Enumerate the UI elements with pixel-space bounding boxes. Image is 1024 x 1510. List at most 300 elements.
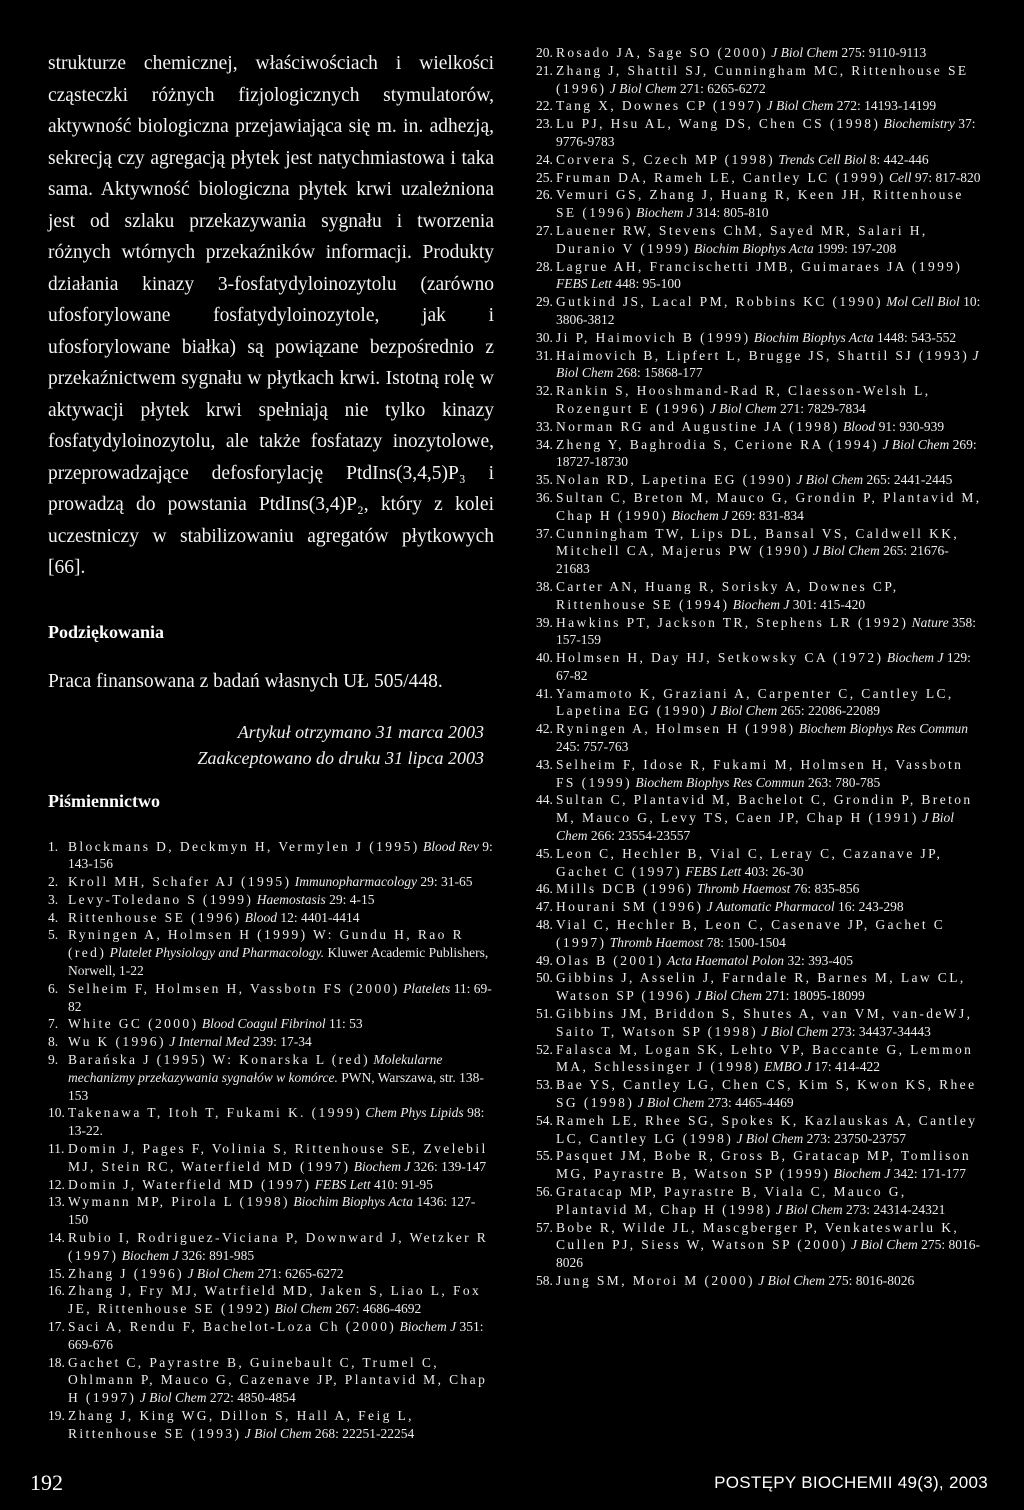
reference-authors: Rubio I, Rodriguez-Viciana P, Downward J, Wetzker R (1997): [68, 1230, 489, 1263]
reference-number: 14.: [48, 1230, 65, 1246]
reference-authors: Gibbins JM, Briddon S, Shutes A, van VM, van-deWJ, Saito T, Watson SP (1998): [556, 1006, 973, 1039]
reference-volume-pages: 275: 9110-9113: [841, 45, 927, 60]
reference-item: [536, 898, 982, 916]
reference-volume-pages: 1999: 197-208: [817, 240, 897, 256]
reference-number: 49.: [536, 952, 553, 968]
reference-journal: Biochim Biophys Acta: [293, 1194, 414, 1210]
reference-number: 47.: [536, 899, 553, 915]
reference-volume-pages: 9: 143-156: [68, 838, 493, 872]
reference-item: [536, 44, 982, 62]
reference-number: 18.: [48, 1354, 65, 1370]
reference-number: 43.: [536, 756, 553, 772]
reference-volume-pages: 272: 4850-4854: [209, 1390, 296, 1406]
reference-item: [48, 1265, 494, 1283]
reference-authors: Wu K (1996): [68, 1034, 166, 1050]
reference-journal: Biochim Biophys Acta: [694, 240, 814, 256]
reference-number: 24.: [536, 151, 553, 167]
reference-item: [48, 873, 494, 891]
reference-journal: Blood Coagul Fibrinol: [201, 1016, 326, 1032]
accepted-date: Zaakceptowano do druku 31 lipca 2003: [197, 747, 484, 768]
reference-item: [48, 1176, 494, 1194]
reference-volume-pages: 271: 6265-6272: [257, 1265, 344, 1281]
reference-journal: Biol Chem: [274, 1301, 332, 1317]
reference-item: [536, 62, 982, 98]
reference-authors: Zhang J, King WG, Dillon S, Hall A, Feig L, Rittenhouse SE (1993): [68, 1408, 414, 1441]
reference-authors: Sultan C, Breton M, Mauco G, Grondin P, Plantavid M, Chap H (1990): [556, 489, 982, 523]
reference-item: [536, 258, 982, 294]
reference-number: 46.: [536, 881, 553, 897]
reference-number: 10.: [48, 1105, 65, 1121]
reference-number: 8.: [48, 1034, 59, 1050]
reference-authors: Lagrue AH, Francischetti JMB, Guimaraes JA (1999): [556, 258, 963, 274]
reference-number: 52.: [536, 1041, 553, 1057]
reference-item: [536, 614, 982, 650]
reference-number: 9.: [48, 1052, 59, 1068]
reference-authors: White GC (2000): [68, 1016, 199, 1032]
reference-journal: Biochem J: [886, 650, 944, 666]
reference-authors: Mills DCB (1996): [556, 881, 694, 897]
page-number: 192: [30, 1470, 63, 1495]
reference-authors: Leon C, Hechler B, Vial C, Leray C, Cazanave JP, Gachet C (1997): [556, 845, 943, 879]
reference-journal: J Biol Chem: [882, 436, 950, 452]
reference-authors: Gratacap MP, Payrastre B, Viala C, Mauco G, Plantavid M, Chap H (1998): [556, 1184, 907, 1217]
reference-authors: Ryningen A, Holmsen H (1999) W: Gundu H, Rao R (red): [68, 927, 464, 961]
reference-authors: Cunningham TW, Lips DL, Bansal VS, Caldwell KK, Mitchell CA, Majerus PW (1990): [556, 525, 960, 559]
reference-number: 33.: [536, 418, 553, 434]
left-column: [48, 48, 494, 1443]
references-heading: Piśmiennictwo: [48, 790, 160, 811]
reference-number: 37.: [536, 525, 553, 541]
reference-volume-pages: 269: 18727-18730: [556, 436, 977, 470]
reference-authors: Yamamoto K, Graziani A, Carpenter C, Cantley LC, Lapetina EG (1990): [556, 685, 954, 719]
reference-journal: Biochem J: [353, 1158, 411, 1174]
reference-item: [536, 1076, 982, 1112]
reference-authors: Nolan RD, Lapetina EG (1990): [556, 472, 794, 488]
received-date: Artykuł otrzymano 31 marca 2003: [237, 721, 484, 742]
reference-authors: Levy-Toledano S (1999): [68, 891, 254, 907]
reference-journal: J Biol Chem: [187, 1265, 255, 1281]
reference-journal: Blood: [244, 909, 278, 925]
reference-volume-pages: 91: 930-939: [878, 418, 945, 434]
reference-volume-pages: 16: 243-298: [838, 899, 904, 915]
reference-item: [536, 756, 982, 792]
reference-volume-pages: 271: 7829-7834: [779, 400, 866, 416]
reference-item: [48, 1229, 494, 1265]
reference-journal: J Biol Chem: [609, 80, 677, 96]
reference-volume-pages: 326: 891-985: [181, 1247, 255, 1263]
reference-number: 41.: [536, 685, 553, 701]
reference-authors: Gachet C, Payrastre B, Guinebault C, Trumel C, Ohlmann P, Mauco G, Cazenave JP, Plantavid M, Chap H (1997): [68, 1354, 488, 1406]
reference-journal: FEBS Lett: [685, 863, 742, 879]
reference-number: 42.: [536, 721, 553, 737]
reference-number: 26.: [536, 187, 553, 203]
reference-item: [48, 980, 494, 1016]
reference-number: 12.: [48, 1176, 65, 1192]
reference-journal: Trends Cell Biol: [778, 151, 867, 167]
reference-authors: Zheng Y, Baghrodia S, Cerione RA (1994): [556, 436, 880, 452]
reference-number: 3.: [48, 891, 59, 907]
reference-authors: Domin J, Waterfield MD (1997): [68, 1176, 312, 1192]
reference-journal: FEBS Lett: [556, 276, 612, 292]
reference-journal: J Biol Chem: [736, 1130, 804, 1146]
reference-journal: J Biol Chem: [796, 472, 864, 488]
reference-journal: J Automatic Pharmacol: [706, 899, 835, 915]
reference-volume-pages: 273: 24314-24321: [846, 1201, 946, 1217]
reference-volume-pages: 272: 14193-14199: [836, 98, 937, 114]
reference-journal: Immunopharmacology: [294, 874, 418, 890]
reference-authors: Rosado JA, Sage SO (2000): [556, 45, 768, 60]
reference-volume-pages: 351: 669-676: [68, 1319, 484, 1352]
reference-journal: Biochem Biophys Res Commun: [798, 721, 968, 737]
reference-number: 57.: [536, 1219, 553, 1235]
reference-journal: Biochim Biophys Acta: [753, 329, 874, 345]
reference-number: 34.: [536, 436, 553, 452]
reference-number: 48.: [536, 917, 553, 933]
reference-item: [536, 97, 982, 115]
reference-authors: Olas B (2001): [556, 952, 664, 968]
reference-volume-pages: 263: 780-785: [807, 774, 881, 790]
reference-journal: Biochem J: [121, 1247, 179, 1263]
reference-journal: Biochemistry: [883, 116, 955, 132]
reference-authors: Selheim F, Idose R, Fukami M, Holmsen H, Vassbotn FS (1999): [556, 756, 964, 790]
reference-journal: FEBS Lett: [314, 1176, 371, 1192]
reference-journal: J Biol Chem: [812, 543, 880, 559]
reference-volume-pages: 403: 26-30: [744, 863, 804, 879]
reference-journal: Acta Haematol Polon: [667, 952, 785, 968]
reference-item: [536, 578, 982, 614]
reference-number: 31.: [536, 347, 553, 363]
reference-volume-pages: 245: 757-763: [556, 739, 629, 755]
reference-authors: Domin J, Pages F, Volinia S, Rittenhouse SE, Zvelebil MJ, Stein RC, Waterfield MD (1997): [68, 1141, 488, 1174]
reference-journal: Biochem J: [636, 205, 693, 221]
reference-journal: J Biol Chem: [695, 988, 762, 1004]
reference-volume-pages: 268: 15868-177: [616, 365, 703, 381]
reference-authors: Jung SM, Moroi M (2000): [556, 1272, 755, 1288]
reference-number: 56.: [536, 1184, 553, 1199]
reference-authors: Norman RG and Augustine JA (1998): [556, 418, 840, 434]
reference-volume-pages: 98: 13-22.: [68, 1105, 485, 1139]
reference-number: 11.: [48, 1141, 65, 1157]
reference-journal: Thromb Haemost: [696, 881, 791, 897]
reference-item: [48, 1140, 494, 1176]
reference-volume-pages: 269: 831-834: [731, 507, 804, 523]
reference-item: [536, 1147, 982, 1183]
reference-volume-pages: 29: 31-65: [420, 874, 473, 890]
received-dates: [48, 719, 484, 771]
reference-authors: Hawkins PT, Jackson TR, Stephens LR (1992): [556, 614, 909, 630]
body-paragraph: strukturze chemicznej, właściwościach i wielkości cząsteczki różnych fizjologicznych stymulatorów, aktywność biologiczna przejawiająca się m. in. adhezją, sekrecją czy agregacją płytek jest natychmiastowa i taka sama. Aktywność biologiczna płytek krwi uzależniona jest od szlaku przekazywania sygnału i tworzenia różnych wtórnych przekaźników informacji. Produkty działania kinazy 3-fosfatydyloinozytolu (zarówno ufosforylowane fosfatydyloinozytole, jak i ufosforylowane białka) są powiązane bezpośrednio z przekaźnictwem sygnału w płytkach krwi. Istotną rolę w aktywacji płytek krwi spełniają nie tylko kinazy fosfatydyloinozytolu, ale także fosfatazy inozytolowe, przeprowadzające defosforylację PtdIns(3,4,5)P₃ i prowadzą do powstania PtdIns(3,4)P₂, który z kolei uczestniczy w stabilizowaniu agregatów płytkowych [66].: [48, 53, 494, 578]
reference-number: 32.: [536, 383, 553, 399]
reference-number: 35.: [536, 472, 553, 488]
reference-number: 30.: [536, 329, 553, 345]
references-list-left: [48, 838, 494, 1443]
reference-item: [48, 1318, 494, 1354]
reference-authors: Vemuri GS, Zhang J, Huang R, Keen JH, Rittenhouse SE (1996): [556, 187, 964, 221]
reference-authors: Zhang J, Shattil SJ, Cunningham MC, Rittenhouse SE (1996): [556, 62, 969, 96]
reference-journal: J Biol Chem: [850, 1237, 918, 1253]
reference-authors: Blockmans D, Deckmyn H, Vermylen J (1995): [68, 838, 420, 854]
reference-item: [48, 909, 494, 927]
reference-item: [48, 1354, 494, 1407]
reference-volume-pages: 76: 835-856: [793, 881, 860, 897]
reference-authors: Vial C, Hechler B, Leon C, Casenave JP, Gachet C (1997): [556, 917, 946, 950]
acknowledgements-heading: Podziękowania: [48, 621, 165, 642]
reference-volume-pages: 32: 393-405: [787, 952, 854, 968]
reference-item: [536, 329, 982, 347]
reference-volume-pages: PWN, Warszawa, str. 138-153: [68, 1069, 484, 1103]
reference-item: [536, 791, 982, 844]
reference-journal: Biochem J: [833, 1166, 891, 1182]
reference-authors: Bobe R, Wilde JL, Mascgberger P, Venkateswarlu K, Cullen PJ, Siess W, Watson SP (2000): [556, 1219, 960, 1253]
reference-volume-pages: 11: 53: [329, 1016, 363, 1032]
reference-journal: Chem Phys Lipids: [365, 1105, 464, 1121]
reference-item: [536, 880, 982, 898]
reference-journal: Platelets: [403, 980, 451, 996]
reference-number: 58.: [536, 1272, 553, 1288]
reference-volume-pages: Kluwer Academic Publishers, Norwell, 1-22: [68, 945, 489, 979]
reference-journal: J Biol Chem: [637, 1095, 705, 1111]
reference-number: 53.: [536, 1077, 553, 1093]
journal-footer: POSTĘPY BIOCHEMII 49(3), 2003: [714, 1473, 988, 1492]
reference-authors: Lauener RW, Stevens ChM, Sayed MR, Salari H, Duranio V (1999): [556, 222, 928, 256]
reference-authors: Tang X, Downes CP (1997): [556, 98, 764, 114]
reference-volume-pages: 275: 8016-8026: [828, 1272, 915, 1288]
reference-number: 4.: [48, 909, 59, 925]
reference-authors: Carter AN, Huang R, Sorisky A, Downes CP, Rittenhouse SE (1994): [556, 578, 899, 612]
reference-journal: J Biol Chem: [139, 1390, 207, 1406]
reference-number: 54.: [536, 1112, 553, 1128]
reference-item: [536, 845, 982, 881]
reference-item: [536, 151, 982, 169]
reference-item: [536, 685, 982, 721]
reference-item: [536, 916, 982, 952]
reference-number: 15.: [48, 1265, 65, 1281]
right-column: [536, 44, 982, 1290]
reference-number: 45.: [536, 845, 553, 861]
reference-item: [48, 891, 494, 909]
reference-number: 13.: [48, 1194, 65, 1210]
reference-journal: EMBO J: [764, 1059, 811, 1075]
reference-volume-pages: 410: 91-95: [374, 1176, 433, 1192]
reference-item: [48, 1407, 494, 1443]
reference-volume-pages: 448: 95-100: [615, 276, 681, 292]
reference-volume-pages: 271: 18095-18099: [765, 988, 865, 1004]
reference-journal: J Biol Chem: [766, 98, 834, 114]
reference-journal: Thromb Haemost: [609, 934, 704, 950]
reference-authors: Holmsen H, Day HJ, Setkowsky CA (1972): [556, 650, 884, 666]
reference-volume-pages: 10: 3806-3812: [556, 294, 981, 327]
reference-authors: Zhang J (1996): [68, 1265, 185, 1281]
reference-journal: J Biol Chem: [244, 1425, 312, 1441]
reference-item: [536, 382, 982, 418]
reference-number: 27.: [536, 222, 553, 238]
reference-item: [48, 1051, 494, 1104]
reference-volume-pages: 37: 9776-9783: [556, 116, 976, 149]
reference-journal: J Biol Chem: [758, 1272, 825, 1288]
reference-authors: Pasquet JM, Bobe R, Gross B, Gratacap MP, Tomlison MG, Payrastre B, Watson SP (1999): [556, 1148, 972, 1182]
reference-authors: Bae YS, Cantley LG, Chen CS, Kim S, Kwon KS, Rhee SG (1998): [556, 1077, 977, 1111]
reference-authors: Gibbins J, Asselin J, Farndale R, Barnes M, Law CL, Watson SP (1996): [556, 970, 966, 1004]
reference-item: [536, 489, 982, 525]
reference-item: [536, 1112, 982, 1148]
reference-journal: Mol Cell Biol: [886, 294, 960, 310]
reference-authors: Saci A, Rendu F, Bachelot-Loza Ch (2000): [68, 1319, 397, 1335]
reference-journal: Nature: [911, 614, 949, 630]
reference-authors: Lu PJ, Hsu AL, Wang DS, Chen CS (1998): [556, 116, 881, 132]
reference-journal: Biochem Biophys Res Commun: [635, 774, 805, 790]
reference-volume-pages: 12: 4401-4414: [280, 909, 360, 925]
reference-item: [536, 115, 982, 151]
reference-item: [536, 293, 982, 329]
reference-number: 55.: [536, 1148, 553, 1164]
reference-number: 17.: [48, 1319, 65, 1335]
reference-number: 50.: [536, 970, 553, 986]
reference-authors: Falasca M, Logan SK, Lehto VP, Baccante G, Lemmon MA, Schlessinger J (1998): [556, 1041, 974, 1075]
reference-item: [536, 525, 982, 578]
references-list-right: [536, 44, 982, 1290]
reference-journal: Biochem J: [399, 1319, 457, 1335]
reference-item: [536, 1183, 982, 1219]
reference-item: [536, 1219, 982, 1272]
reference-number: 51.: [536, 1006, 553, 1022]
reference-authors: Rittenhouse SE (1996): [68, 909, 242, 925]
reference-volume-pages: 273: 34437-34443: [831, 1023, 931, 1039]
reference-journal: Blood Rev: [423, 838, 479, 854]
reference-number: 36.: [536, 489, 553, 505]
reference-authors: Fruman DA, Rameh LE, Cantley LC (1999): [556, 169, 886, 185]
reference-volume-pages: 275: 8016-8026: [556, 1237, 980, 1271]
reference-volume-pages: 266: 23554-23557: [590, 828, 691, 844]
reference-number: 1.: [48, 838, 59, 854]
reference-item: [536, 952, 982, 970]
reference-volume-pages: 265: 21676-21683: [556, 543, 949, 577]
reference-volume-pages: 342: 171-177: [893, 1166, 966, 1182]
reference-journal: J Internal Med: [169, 1034, 250, 1050]
reference-item: [536, 969, 982, 1005]
reference-journal: J Biol Chem: [710, 703, 778, 719]
reference-volume-pages: 97: 817-820: [914, 169, 981, 185]
reference-authors: Haimovich B, Lipfert L, Brugge JS, Shattil SJ (1993): [556, 347, 970, 363]
reference-volume-pages: 1436: 127-150: [68, 1194, 476, 1228]
reference-journal: Biochem J: [732, 596, 790, 612]
reference-item: [536, 1272, 982, 1290]
reference-volume-pages: 11: 69-82: [68, 980, 492, 1014]
reference-volume-pages: 129: 67-82: [556, 650, 971, 683]
reference-number: 19.: [48, 1408, 65, 1423]
reference-volume-pages: 265: 22086-22089: [780, 703, 881, 719]
reference-volume-pages: 273: 4465-4469: [707, 1095, 794, 1111]
reference-number: 44.: [536, 792, 553, 808]
reference-number: 28.: [536, 258, 553, 274]
reference-authors: Gutkind JS, Lacal PM, Robbins KC (1990): [556, 294, 883, 310]
reference-number: 20.: [536, 45, 553, 60]
reference-journal: J Biol Chem: [709, 400, 777, 416]
reference-authors: Ryningen A, Holmsen H (1998): [556, 721, 796, 737]
reference-item: [536, 720, 982, 756]
reference-number: 6.: [48, 980, 59, 996]
reference-volume-pages: 273: 23750-23757: [806, 1130, 907, 1146]
reference-item: [536, 186, 982, 222]
reference-number: 38.: [536, 578, 553, 594]
reference-journal: Molekularne mechanizmy przekazywania sygnałów w komórce.: [68, 1052, 443, 1085]
reference-authors: Corvera S, Czech MP (1998): [556, 151, 775, 167]
reference-item: [536, 347, 982, 383]
reference-item: [536, 436, 982, 472]
reference-authors: Sultan C, Plantavid M, Bachelot C, Grondin P, Breton M, Mauco G, Levy TS, Caen JP, Chap H (1991): [556, 792, 973, 826]
reference-volume-pages: 8: 442-446: [869, 151, 929, 167]
reference-item: [536, 418, 982, 436]
reference-volume-pages: 239: 17-34: [252, 1034, 312, 1050]
reference-number: 39.: [536, 614, 553, 630]
reference-volume-pages: 29: 4-15: [329, 891, 375, 907]
reference-volume-pages: 265: 2441-2445: [866, 472, 953, 488]
reference-authors: Rameh LE, Rhee SG, Spokes K, Kazlauskas A, Cantley LC, Cantley LG (1998): [556, 1112, 978, 1146]
reference-authors: Ji P, Haimovich B (1999): [556, 329, 751, 345]
reference-journal: Haemostasis: [256, 891, 326, 907]
reference-volume-pages: 271: 6265-6272: [679, 80, 766, 96]
reference-item: [48, 1104, 494, 1140]
reference-authors: Selheim F, Holmsen H, Vassbotn FS (2000): [68, 980, 400, 996]
reference-volume-pages: 314: 805-810: [696, 205, 769, 221]
reference-item: [536, 169, 982, 187]
reference-volume-pages: 326: 139-147: [413, 1158, 487, 1174]
reference-number: 40.: [536, 650, 553, 666]
reference-volume-pages: 268: 22251-22254: [314, 1425, 415, 1441]
reference-number: 21.: [536, 62, 553, 78]
reference-authors: Wymann MP, Pirola L (1998): [68, 1194, 290, 1210]
reference-authors: Zhang J, Fry MJ, Watrfield MD, Jaken S, Liao L, Fox JE, Rittenhouse SE (1992): [68, 1283, 482, 1317]
reference-volume-pages: 267: 4686-4692: [335, 1301, 422, 1317]
reference-authors: Takenawa T, Itoh T, Fukami K. (1999): [68, 1105, 363, 1121]
reference-number: 2.: [48, 874, 59, 890]
reference-item: [536, 1005, 982, 1041]
reference-volume-pages: 1448: 543-552: [876, 329, 957, 345]
reference-journal: J Biol Chem: [556, 347, 979, 381]
reference-journal: Blood: [842, 418, 876, 434]
reference-item: [48, 1282, 494, 1318]
reference-journal: Platelet Physiology and Pharmacology.: [109, 945, 325, 961]
reference-journal: Cell: [889, 169, 912, 185]
reference-item: [48, 1033, 494, 1051]
reference-journal: J Biol Chem: [556, 810, 955, 844]
reference-item: [536, 222, 982, 258]
reference-item: [536, 649, 982, 685]
reference-authors: Hourani SM (1996): [556, 899, 704, 915]
reference-item: [48, 1193, 494, 1229]
reference-item: [536, 471, 982, 489]
reference-journal: J Biol Chem: [761, 1023, 829, 1039]
reference-volume-pages: 301: 415-420: [792, 596, 866, 612]
reference-journal: Biochem J: [671, 507, 729, 523]
reference-number: 22.: [536, 98, 553, 114]
reference-volume-pages: 78: 1500-1504: [706, 934, 786, 950]
reference-number: 25.: [536, 169, 553, 185]
reference-volume-pages: 358: 157-159: [556, 614, 977, 648]
reference-number: 16.: [48, 1283, 65, 1299]
reference-volume-pages: 17: 414-422: [814, 1059, 880, 1075]
reference-authors: Kroll MH, Schafer AJ (1995): [68, 874, 292, 890]
reference-item: [48, 838, 494, 874]
reference-number: 29.: [536, 294, 553, 310]
reference-number: 7.: [48, 1016, 59, 1032]
acknowledgements-text: Praca finansowana z badań własnych UŁ 505/448.: [48, 670, 443, 692]
reference-number: 5.: [48, 927, 59, 943]
reference-number: 23.: [536, 116, 553, 132]
reference-authors: Barańska J (1995) W: Konarska L (red): [68, 1052, 370, 1068]
reference-item: [536, 1041, 982, 1077]
reference-authors: Rankin S, Hooshmand-Rad R, Claesson-Welsh L, Rozengurt E (1996): [556, 383, 931, 416]
reference-item: [48, 926, 494, 979]
